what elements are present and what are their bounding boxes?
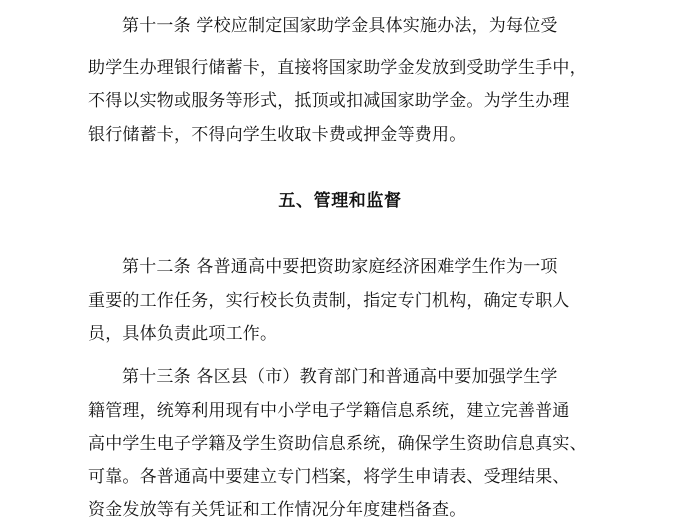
article-11-line-3: 不得以实物或服务等形式，抵顶或扣减国家助学金。为学生办理 — [88, 91, 570, 111]
article-12-line-1: 第十二条 各普通高中要把资助家庭经济困难学生作为一项 — [122, 257, 558, 277]
article-11-line-4: 银行储蓄卡，不得向学生收取卡费或押金等费用。 — [88, 125, 467, 145]
section-heading: 五、管理和监督 — [278, 191, 402, 211]
article-11-line-2: 助学生办理银行储蓄卡，直接将国家助学金发放到受助学生手中， — [88, 58, 587, 78]
article-13-line-2: 籍管理，统筹利用现有中小学电子学籍信息系统，建立完善普通 — [88, 401, 570, 421]
article-13-line-5: 资金发放等有关凭证和工作情况分年度建档备查。 — [88, 500, 467, 520]
article-11-line-1: 第十一条 学校应制定国家助学金具体实施办法，为每位受 — [122, 16, 558, 36]
article-13-line-4: 可靠。各普通高中要建立专门档案，将学生申请表、受理结果、 — [88, 467, 570, 487]
article-12-line-3: 员，具体负责此项工作。 — [88, 324, 278, 344]
article-13-line-3: 高中学生电子学籍及学生资助信息系统，确保学生资助信息真实、 — [88, 434, 587, 454]
article-12-line-2: 重要的工作任务，实行校长负责制，指定专门机构，确定专职人 — [88, 291, 570, 311]
article-13-line-1: 第十三条 各区县（市）教育部门和普通高中要加强学生学 — [122, 367, 558, 387]
